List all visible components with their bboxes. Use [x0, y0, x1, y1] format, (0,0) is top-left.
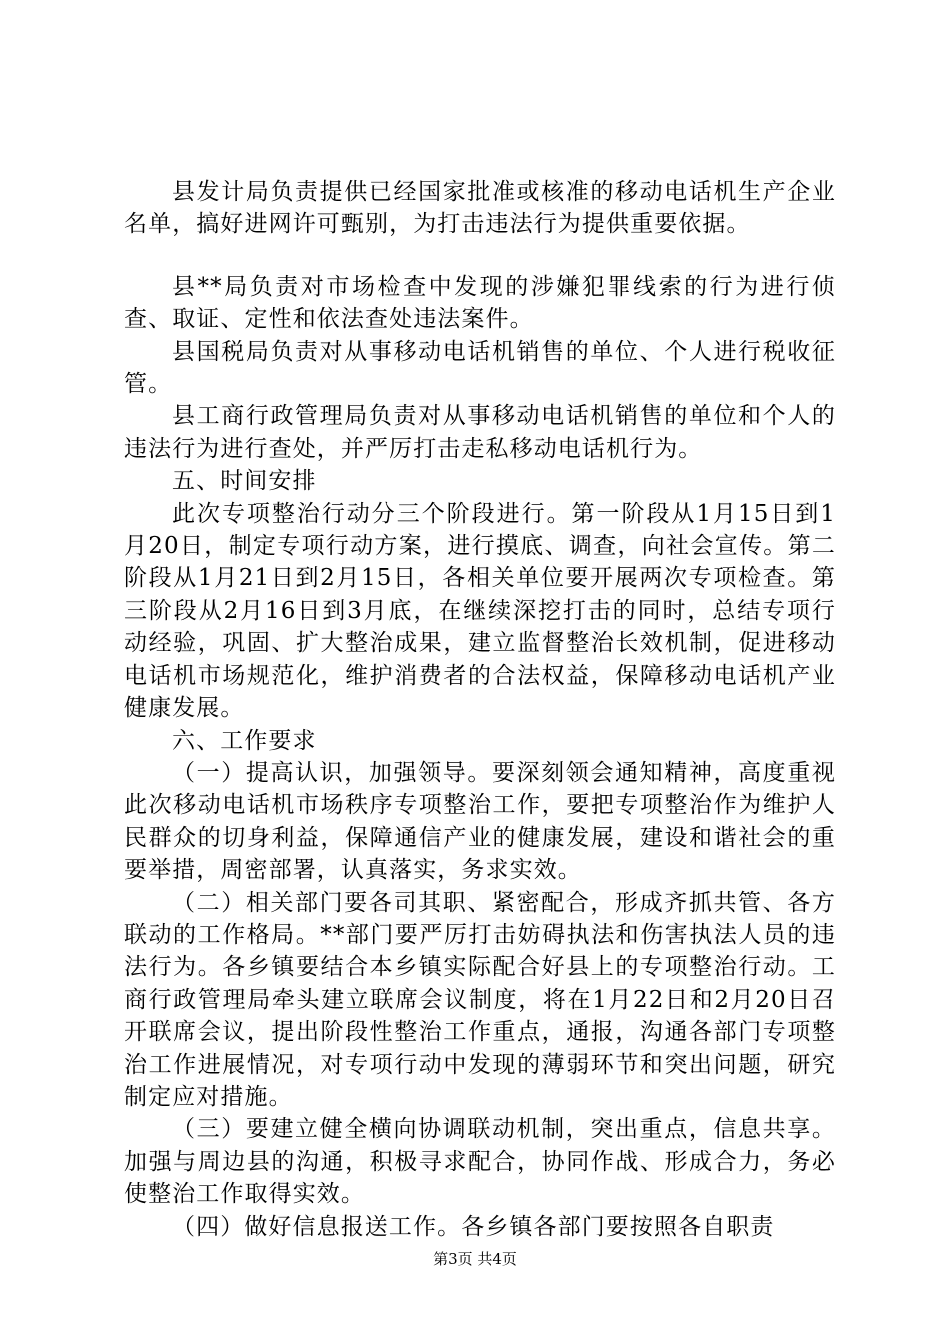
document-body: [124, 176, 836, 1243]
paragraph-tax-bureau: 县国税局负责对从事移动电话机销售的单位、个人进行税收征管。: [124, 338, 836, 398]
paragraph-police-bureau: 县**局负责对市场检查中发现的涉嫌犯罪线索的行为进行侦查、取证、定性和依法查处违法案件。: [124, 273, 836, 333]
paragraph-development-bureau: 县发计局负责提供已经国家批准或核准的移动电话机生产企业名单，搞好进网许可甄别，为打击违法行为提供重要依据。: [124, 179, 836, 238]
paragraph-requirement-1: （一）提高认识，加强领导。要深刻领会通知精神，高度重视此次移动电话机市场秩序专项整治工作，要把专项整治作为维护人民群众的切身利益，保障通信产业的健康发展，建设和谐社会的重要举措，周密部署，认真落实，务求实效。: [124, 759, 836, 884]
section-heading-requirements: 六、工作要求: [172, 727, 317, 754]
page-footer: 第3页 共4页: [433, 1250, 517, 1268]
paragraph-requirement-4: （四）做好信息报送工作。各乡镇各部门要按照各自职责: [172, 1213, 775, 1240]
section-heading-schedule: 五、时间安排: [172, 468, 317, 495]
paragraph-requirement-3: （三）要建立健全横向协调联动机制，突出重点，信息共享。加强与周边县的沟通，积极寻求配合，协同作战、形成合力，务必使整治工作取得实效。: [124, 1116, 836, 1208]
paragraph-requirement-2: （二）相关部门要各司其职、紧密配合，形成齐抓共管、各方联动的工作格局。**部门要严厉打击妨碍执法和伤害执法人员的违法行为。各乡镇要结合本乡镇实际配合好县上的专项整治行动。工商行政管理局牵头建立联席会议制度，将在1月22日和2月20日召开联席会议，提出阶段性整治工作重点，通报，沟通各部门专项整治工作进展情况，对专项行动中发现的薄弱环节和突出问题，研究制定应对措施。: [124, 889, 836, 1110]
paragraph-schedule: 此次专项整治行动分三个阶段进行。第一阶段从1月15日到1月20日，制定专项行动方案，进行摸底、调查，向社会宣传。第二阶段从1月21日到2月15日，各相关单位要开展两次专项检查。第三阶段从2月16日到3月底，在继续深挖打击的同时，总结专项行动经验，巩固、扩大整治成果，建立监督整治长效机制，促进移动电话机市场规范化，维护消费者的合法权益，保障移动电话机产业健康发展。: [124, 500, 836, 722]
paragraph-industry-commerce-bureau: 县工商行政管理局负责对从事移动电话机销售的单位和个人的违法行为进行查处，并严厉打击走私移动电话机行为。: [124, 403, 836, 462]
